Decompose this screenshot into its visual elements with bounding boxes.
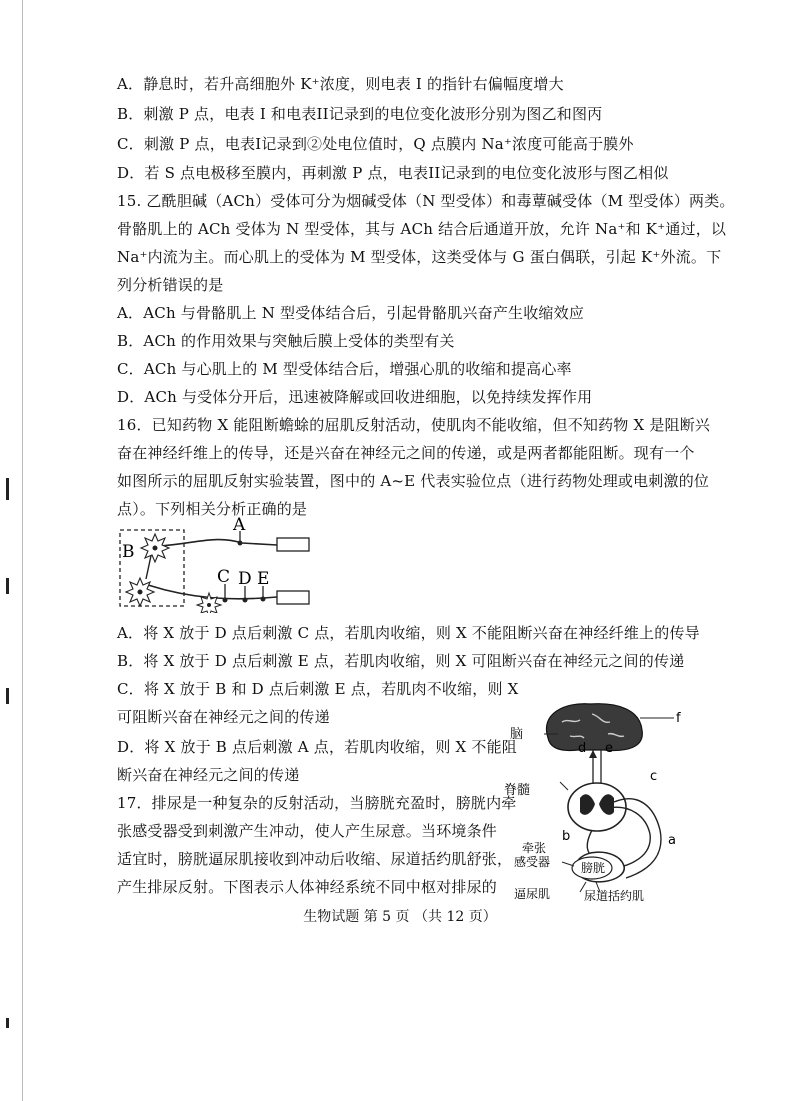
q16-option-c: C．将 X 放于 B 和 D 点后刺激 E 点，若肌肉不收缩，则 X bbox=[117, 680, 519, 698]
label-c: c bbox=[650, 769, 658, 784]
site-c-dot bbox=[223, 598, 228, 603]
label-f: f bbox=[676, 711, 681, 726]
urination-control-diagram bbox=[500, 700, 690, 910]
q14-option-c: C．刺激 P 点，电表I记录到②处电位值时，Q 点膜内 Na⁺浓度可能高于膜外 bbox=[117, 135, 634, 153]
binding-mark bbox=[6, 578, 9, 594]
q15-stem-line: 15. 乙酰胆碱（ACh）受体可分为烟碱受体（N 型受体）和毒蕈碱受体（M 型受体）两类。 bbox=[117, 192, 735, 210]
site-c-label: C bbox=[217, 567, 231, 587]
q15-stem-line: 骨骼肌上的 ACh 受体为 N 型受体，其与 ACh 结合后通道开放，允许 Na⁺和 K⁺通过，以 bbox=[117, 220, 727, 238]
q16-stem-line: 奋在神经纤维上的传导，还是兴奋在神经元之间的传递，或是两者都能阻断。现有一个 bbox=[117, 444, 695, 462]
q16-option-d-cont: 断兴奋在神经元之间的传递 bbox=[117, 766, 300, 784]
label-b: b bbox=[562, 829, 571, 844]
spinal-cord-label: 脊髓 bbox=[504, 783, 531, 798]
q16-option-d: D．将 X 放于 B 点后刺激 A 点，若肌肉收缩，则 X 不能阻 bbox=[117, 738, 517, 756]
q16-option-b: B．将 X 放于 D 点后刺激 E 点，若肌肉收缩，则 X 可阻断兴奋在神经元之间的传递 bbox=[117, 652, 685, 670]
afferent-fiber bbox=[160, 540, 277, 546]
q15-option-a: A．ACh 与骨骼肌上 N 型受体结合后，引起骨骼肌兴奋产生收缩效应 bbox=[117, 304, 585, 322]
binding-line bbox=[22, 0, 23, 1101]
muscle-box bbox=[277, 591, 309, 604]
q16-stem-line: 如图所示的屈肌反射实验装置，图中的 A~E 代表实验位点（进行药物处理或电刺激的位 bbox=[117, 472, 710, 490]
binding-mark bbox=[6, 478, 9, 500]
binding-mark bbox=[6, 688, 9, 704]
site-d-dot bbox=[243, 598, 248, 603]
reflex-arc-diagram bbox=[112, 513, 317, 613]
site-a-label: A bbox=[233, 515, 246, 535]
site-e-dot bbox=[261, 597, 266, 602]
q14-option-b: B．刺激 P 点，电表 I 和电表II记录到的电位变化波形分别为图乙和图丙 bbox=[117, 105, 603, 123]
q15-stem-line: Na⁺内流为主。而心肌上的受体为 M 型受体，这类受体与 G 蛋白偶联，引起 K⁺外流。下 bbox=[117, 248, 722, 266]
receptor-box bbox=[277, 538, 309, 551]
sphincter-label: 尿道括约肌 bbox=[584, 889, 645, 903]
receptor-label-2: 感受器 bbox=[514, 855, 551, 869]
label-d: d bbox=[578, 741, 587, 756]
q14-option-a: A．静息时，若升高细胞外 K⁺浓度，则电表 I 的指针右偏幅度增大 bbox=[117, 75, 564, 93]
q16-stem-line: 16．已知药物 X 能阻断蟾蜍的屈肌反射活动，使肌肉不能收缩，但不知药物 X 是阻断兴 bbox=[117, 416, 711, 434]
site-e-label: E bbox=[257, 569, 270, 589]
q16-option-a: A．将 X 放于 D 点后刺激 C 点，若肌肉收缩，则 X 不能阻断兴奋在神经纤维上的传导 bbox=[117, 624, 700, 642]
q17-stem-line: 17．排尿是一种复杂的反射活动，当膀胱充盈时，膀胱内牵 bbox=[117, 794, 517, 812]
q16-option-c-cont: 可阻断兴奋在神经元之间的传递 bbox=[117, 708, 330, 726]
brain-shape bbox=[546, 704, 642, 751]
q15-option-b: B．ACh 的作用效果与突触后膜上受体的类型有关 bbox=[117, 332, 455, 350]
site-b-label: B bbox=[122, 542, 135, 562]
q17-stem-line: 适宜时，膀胱逼尿肌接收到冲动后收缩、尿道括约肌舒张， bbox=[117, 850, 513, 868]
label-a: a bbox=[668, 833, 676, 848]
site-d-label: D bbox=[238, 569, 252, 589]
page-footer: 生物试题 第 5 页 （共 12 页） bbox=[303, 909, 497, 925]
q15-option-c: C．ACh 与心肌上的 M 型受体结合后，增强心肌的收缩和提高心率 bbox=[117, 360, 572, 378]
label-e: e bbox=[605, 741, 613, 756]
q14-option-d: D．若 S 点电极移至膜内，再刺激 P 点，电表II记录到的电位变化波形与图乙相似 bbox=[117, 164, 669, 182]
q15-stem-line: 列分析错误的是 bbox=[117, 276, 224, 294]
q15-option-d: D．ACh 与受体分开后，迅速被降解或回收进细胞，以免持续发挥作用 bbox=[117, 388, 593, 406]
site-a-dot bbox=[238, 541, 243, 546]
detrusor-label: 逼尿肌 bbox=[514, 887, 551, 901]
receptor-label: 牵张 bbox=[522, 841, 547, 855]
q17-stem-line: 产生排尿反射。下图表示人体神经系统不同中枢对排尿的 bbox=[117, 878, 498, 896]
binding-mark bbox=[6, 1018, 9, 1028]
brain-label: 脑 bbox=[510, 727, 524, 742]
q16-stem-line: 点）。下列相关分析正确的是 bbox=[117, 500, 308, 518]
q17-stem-line: 张感受器受到刺激产生冲动，使人产生尿意。当环境条件 bbox=[117, 822, 498, 840]
bladder-label: 膀胱 bbox=[581, 861, 606, 875]
